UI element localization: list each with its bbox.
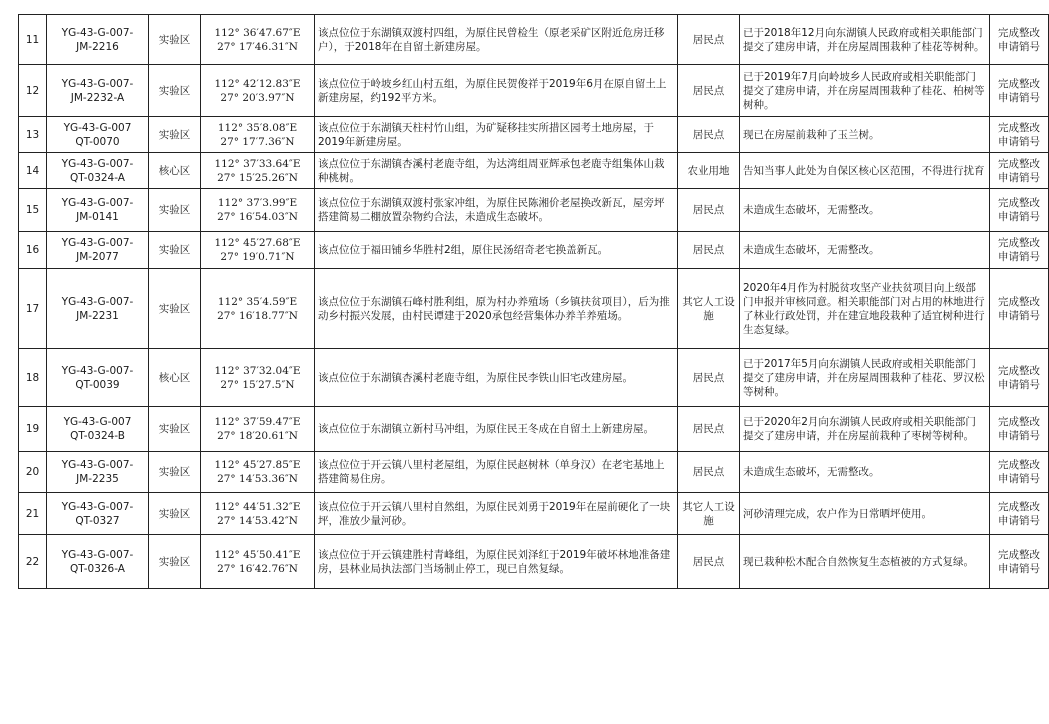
cell-status — [990, 407, 1049, 452]
cell-description — [315, 117, 678, 153]
cell-code-text: JM-0141 — [76, 211, 119, 223]
cell-measure-text: 未造成生态破坏，无需整改。 — [743, 244, 880, 256]
cell-status-text: 完成整改申请销号 — [998, 237, 1040, 263]
cell-type — [678, 232, 740, 269]
cell-measure — [740, 117, 990, 153]
cell-coordinates-text: 112° 45′27.68″E — [214, 237, 301, 249]
cell-code-text: QT-0326-A — [70, 562, 125, 575]
cell-measure — [740, 65, 990, 117]
cell-index-text: 13 — [25, 128, 40, 141]
cell-code-text: JM-2235 — [76, 473, 119, 485]
cell-type — [678, 65, 740, 117]
cell-measure — [740, 407, 990, 452]
cell-coordinates — [201, 117, 315, 153]
cell-measure — [740, 349, 990, 407]
cell-status-text: 完成整改申请销号 — [998, 77, 1040, 104]
cell-type-text: 居民点 — [692, 423, 725, 435]
cell-zone — [149, 117, 201, 153]
cell-index — [19, 189, 47, 232]
cell-description-text: 该点位位于开云镇建胜村青峰组，为原住民刘泽红于2019年破坏林地准备建房，县林业局执法部门当场制止停工，现已自然复绿。 — [318, 548, 671, 575]
cell-description-text: 该点位位于东湖镇双渡村张家冲组，为原住民陈湘价老屋换改新瓦，屋旁坪搭建简易二棚放置杂物约合法，未造成生态破坏。 — [318, 197, 665, 223]
table-row — [19, 407, 1049, 452]
cell-status-text: 完成整改申请销号 — [998, 459, 1040, 485]
cell-index-text: 16 — [25, 244, 40, 256]
cell-zone-text: 实验区 — [158, 84, 191, 97]
cell-code — [47, 407, 149, 452]
cell-measure — [740, 153, 990, 189]
cell-measure — [740, 15, 990, 65]
cell-type-text: 居民点 — [692, 371, 725, 384]
cell-type-text: 居民点 — [692, 33, 725, 46]
cell-coordinates-text: 27° 16′54.03″N — [217, 211, 298, 223]
cell-status — [990, 65, 1049, 117]
cell-type — [678, 349, 740, 407]
cell-coordinates-text: 27° 20′3.97″N — [220, 91, 295, 104]
cell-type-text: 农业用地 — [687, 164, 730, 177]
cell-status — [990, 535, 1049, 589]
cell-description — [315, 493, 678, 535]
cell-coordinates — [201, 452, 315, 493]
cell-coordinates-text: 112° 44′51.32″E — [214, 500, 301, 513]
cell-measure-text: 已于2017年5月向东湖镇人民政府或相关职能部门提交了建房申请，并在房屋周围栽种了桂花、罗汉松等树种。 — [743, 357, 985, 398]
cell-type-text: 居民点 — [692, 204, 725, 216]
cell-zone — [149, 452, 201, 493]
cell-code-text: JM-2216 — [76, 40, 119, 53]
cell-measure-text: 2020年4月作为村脱贫攻坚产业扶贫项目向上级部门申报并审核同意。相关职能部门对占用的林地进行了林业行政处罚，并在建宣地段栽种了适宜树种进行生态复绿。 — [743, 281, 985, 336]
cell-status — [990, 15, 1049, 65]
table-row — [19, 269, 1049, 349]
cell-description — [315, 269, 678, 349]
cell-description-text: 该点位位于福田铺乡华胜村2组，原住民汤绍奇老宅换盖新瓦。 — [318, 244, 609, 256]
cell-code-text: JM-2231 — [76, 309, 119, 322]
cell-code-text: YG-43-G-007- — [61, 500, 134, 513]
cell-type — [678, 452, 740, 493]
cell-coordinates-text: 27° 14′53.42″N — [217, 514, 298, 527]
cell-index-text: 12 — [25, 84, 40, 97]
cell-coordinates-text: 112° 45′50.41″E — [214, 548, 301, 561]
cell-code-text: QT-0039 — [75, 378, 120, 391]
cell-coordinates — [201, 15, 315, 65]
cell-type — [678, 117, 740, 153]
rectification-table — [18, 14, 1049, 589]
cell-status-text: 完成整改申请销号 — [998, 295, 1040, 322]
cell-description-text: 该点位位于东湖镇双渡村四组，为原住民曾检生（原老采矿区附近危房迁移户），于2018年在自留土新建房屋。 — [318, 26, 665, 53]
cell-index-text: 22 — [25, 555, 40, 568]
cell-coordinates-text: 112° 42′12.83″E — [214, 77, 301, 90]
cell-measure-text: 已于2019年7月向岭坡乡人民政府或相关职能部门提交了建房申请，并在房屋周围栽种了桂花、柏树等树种。 — [743, 70, 985, 111]
cell-code — [47, 349, 149, 407]
table-row — [19, 232, 1049, 269]
cell-code-text: QT-0324-A — [70, 171, 125, 184]
cell-type-text: 居民点 — [692, 466, 725, 478]
cell-coordinates — [201, 269, 315, 349]
cell-coordinates — [201, 407, 315, 452]
cell-status-text: 完成整改申请销号 — [998, 548, 1040, 575]
cell-coordinates-text: 27° 14′53.36″N — [217, 473, 298, 485]
cell-description — [315, 349, 678, 407]
cell-code-text: YG-43-G-007- — [61, 459, 134, 471]
cell-code-text: QT-0327 — [75, 514, 120, 527]
cell-measure-text: 未造成生态破坏，无需整改。 — [743, 466, 880, 478]
cell-coordinates-text: 112° 35′8.08″E — [217, 121, 298, 134]
cell-zone-text: 实验区 — [158, 244, 191, 256]
cell-zone — [149, 153, 201, 189]
cell-coordinates-text: 27° 16′42.76″N — [217, 562, 298, 575]
cell-code-text: QT-0324-B — [70, 430, 125, 442]
cell-coordinates-text: 112° 37′32.04″E — [214, 364, 301, 377]
cell-coordinates-text: 112° 36′47.67″E — [214, 26, 301, 39]
cell-description — [315, 407, 678, 452]
cell-code — [47, 535, 149, 589]
cell-type — [678, 189, 740, 232]
cell-code-text: YG-43-G-007- — [61, 197, 134, 209]
cell-code — [47, 189, 149, 232]
cell-zone-text: 实验区 — [158, 466, 191, 478]
cell-code-text: QT-0070 — [75, 135, 120, 148]
cell-code — [47, 117, 149, 153]
cell-code — [47, 65, 149, 117]
table-row — [19, 493, 1049, 535]
cell-index — [19, 15, 47, 65]
cell-coordinates-text: 112° 45′27.85″E — [214, 459, 301, 471]
cell-index-text: 21 — [25, 507, 40, 520]
cell-description — [315, 65, 678, 117]
cell-index — [19, 349, 47, 407]
cell-description — [315, 452, 678, 493]
cell-code-text: YG-43-G-007- — [61, 548, 134, 561]
cell-coordinates-text: 27° 17′46.31″N — [217, 40, 298, 53]
cell-coordinates-text: 112° 37′33.64″E — [214, 157, 301, 170]
table-row — [19, 117, 1049, 153]
cell-code-text: JM-2232-A — [70, 91, 125, 104]
cell-measure-text: 现已栽种松木配合自然恢复生态植被的方式复绿。 — [743, 555, 974, 568]
cell-status — [990, 493, 1049, 535]
cell-zone-text: 核心区 — [158, 371, 191, 384]
cell-index — [19, 232, 47, 269]
cell-description — [315, 15, 678, 65]
cell-coordinates — [201, 189, 315, 232]
cell-index — [19, 153, 47, 189]
cell-zone-text: 实验区 — [158, 555, 191, 568]
cell-description-text: 该点位位于开云镇八里村自然组，为原住民刘勇于2019年在屋前硬化了一块坪，准放少量河砂。 — [318, 500, 671, 527]
cell-description-text: 该点位位于开云镇八里村老屋组，为原住民赵树林（单身汉）在老宅基地上搭建简易住房。 — [318, 459, 665, 485]
cell-zone — [149, 15, 201, 65]
cell-measure-text: 已于2018年12月向东湖镇人民政府或相关职能部门提交了建房申请，并在房屋周围栽种了桂花等树种。 — [743, 26, 985, 53]
cell-status-text: 完成整改申请销号 — [998, 197, 1040, 223]
cell-type — [678, 493, 740, 535]
cell-index-text: 20 — [25, 466, 40, 478]
cell-coordinates — [201, 232, 315, 269]
cell-type-text: 其它人工设施 — [682, 295, 735, 322]
cell-code — [47, 153, 149, 189]
table-row — [19, 153, 1049, 189]
cell-zone-text: 实验区 — [158, 33, 191, 46]
cell-description — [315, 232, 678, 269]
cell-status-text: 完成整改申请销号 — [998, 26, 1040, 53]
cell-measure — [740, 535, 990, 589]
cell-measure-text: 现已在房屋前栽种了玉兰树。 — [743, 128, 880, 141]
cell-index — [19, 407, 47, 452]
cell-index-text: 14 — [25, 164, 40, 177]
cell-status — [990, 349, 1049, 407]
cell-description-text: 该点位位于东湖镇立新村马冲组，为原住民王冬成在自留土上新建房屋。 — [318, 423, 654, 435]
table-row — [19, 65, 1049, 117]
cell-code-text: JM-2077 — [76, 251, 119, 263]
cell-type — [678, 15, 740, 65]
cell-index — [19, 117, 47, 153]
cell-measure-text: 已于2020年2月向东湖镇人民政府或相关职能部门提交了建房申请，并在房屋前栽种了枣树等树种。 — [743, 416, 976, 442]
cell-index-text: 17 — [25, 302, 40, 315]
cell-index-text: 18 — [25, 371, 40, 384]
cell-type-text: 居民点 — [692, 128, 725, 141]
cell-description — [315, 153, 678, 189]
cell-zone-text: 核心区 — [158, 164, 191, 177]
table-row — [19, 349, 1049, 407]
cell-status — [990, 269, 1049, 349]
cell-description — [315, 189, 678, 232]
cell-coordinates-text: 27° 17′7.36″N — [220, 135, 295, 148]
cell-status — [990, 153, 1049, 189]
cell-code-text: YG-43-G-007 — [63, 121, 132, 134]
cell-description-text: 该点位位于岭坡乡红山村五组，为原住民贺俊祥于2019年6月在原自留土上新建房屋，约192平方米。 — [318, 77, 667, 104]
cell-code-text: YG-43-G-007- — [61, 157, 134, 170]
cell-index — [19, 269, 47, 349]
cell-code — [47, 452, 149, 493]
cell-type — [678, 535, 740, 589]
cell-measure — [740, 232, 990, 269]
cell-coordinates-text: 27° 16′18.77″N — [217, 309, 298, 322]
cell-status-text: 完成整改申请销号 — [998, 364, 1040, 391]
cell-zone — [149, 349, 201, 407]
cell-status-text: 完成整改申请销号 — [998, 121, 1040, 148]
cell-zone — [149, 232, 201, 269]
cell-zone-text: 实验区 — [158, 423, 191, 435]
cell-zone — [149, 189, 201, 232]
cell-coordinates-text: 112° 37′3.99″E — [217, 197, 298, 209]
cell-zone — [149, 269, 201, 349]
table-row — [19, 535, 1049, 589]
cell-zone-text: 实验区 — [158, 302, 191, 315]
cell-code-text: YG-43-G-007- — [61, 295, 134, 308]
cell-status-text: 完成整改申请销号 — [998, 500, 1040, 527]
cell-measure — [740, 493, 990, 535]
cell-code-text: YG-43-G-007- — [61, 364, 134, 377]
cell-status-text: 完成整改申请销号 — [998, 416, 1040, 442]
cell-status — [990, 189, 1049, 232]
cell-code — [47, 493, 149, 535]
table-body — [19, 15, 1049, 589]
cell-coordinates-text: 27° 19′0.71″N — [220, 251, 295, 263]
table-row — [19, 452, 1049, 493]
cell-type-text: 其它人工设施 — [682, 500, 735, 527]
cell-coordinates-text: 27° 15′25.26″N — [217, 171, 298, 184]
cell-index-text: 15 — [25, 204, 40, 216]
cell-status — [990, 452, 1049, 493]
cell-zone — [149, 65, 201, 117]
cell-description-text: 该点位位于东湖镇杏溪村老鹿寺组，为原住民李铁山旧宅改建房屋。 — [318, 371, 633, 384]
table-row — [19, 15, 1049, 65]
table-row — [19, 189, 1049, 232]
cell-measure — [740, 452, 990, 493]
cell-measure — [740, 189, 990, 232]
cell-zone-text: 实验区 — [158, 507, 191, 520]
cell-measure — [740, 269, 990, 349]
cell-type-text: 居民点 — [692, 244, 725, 256]
cell-index — [19, 493, 47, 535]
cell-measure-text: 未造成生态破坏，无需整改。 — [743, 204, 880, 216]
cell-type — [678, 407, 740, 452]
cell-code — [47, 15, 149, 65]
cell-zone — [149, 493, 201, 535]
cell-description-text: 该点位位于东湖镇石峰村胜利组，原为村办养殖场（乡镇扶贫项目），后为推动乡村振兴发展，由村民谭建于2020承包经营集体办养羊养殖场。 — [318, 295, 670, 322]
cell-coordinates — [201, 153, 315, 189]
cell-measure-text: 河砂清理完成，农户作为日常晒坪使用。 — [743, 507, 932, 520]
cell-type-text: 居民点 — [692, 555, 725, 568]
cell-description — [315, 535, 678, 589]
cell-index — [19, 65, 47, 117]
cell-status — [990, 117, 1049, 153]
cell-code-text: YG-43-G-007- — [61, 77, 134, 90]
cell-coordinates-text: 112° 35′4.59″E — [217, 295, 298, 308]
cell-code-text: YG-43-G-007 — [63, 416, 132, 428]
cell-type — [678, 153, 740, 189]
cell-index — [19, 452, 47, 493]
cell-coordinates — [201, 65, 315, 117]
cell-index — [19, 535, 47, 589]
cell-coordinates — [201, 349, 315, 407]
cell-type — [678, 269, 740, 349]
cell-coordinates-text: 112° 37′59.47″E — [214, 416, 301, 428]
cell-status — [990, 232, 1049, 269]
cell-coordinates-text: 27° 18′20.61″N — [217, 430, 298, 442]
cell-coordinates-text: 27° 15′27.5″N — [220, 378, 295, 391]
cell-zone-text: 实验区 — [158, 204, 191, 216]
cell-description-text: 该点位位于东湖镇杏溪村老鹿寺组，为达湾组周亚辉承包老鹿寺组集体山栽种桃树。 — [318, 157, 665, 184]
cell-measure-text: 告知当事人此处为自保区核心区范围，不得进行扰育 — [743, 164, 985, 177]
cell-description-text: 该点位位于东湖镇天柱村竹山组，为矿疑移挂实所措区园考土地房屋，于2019年新建房屋。 — [318, 121, 654, 148]
cell-zone-text: 实验区 — [158, 128, 191, 141]
cell-code-text: YG-43-G-007- — [61, 26, 134, 39]
cell-zone — [149, 407, 201, 452]
cell-coordinates — [201, 493, 315, 535]
cell-coordinates — [201, 535, 315, 589]
cell-index-text: 19 — [25, 423, 40, 435]
cell-code-text: YG-43-G-007- — [61, 237, 134, 249]
cell-code — [47, 232, 149, 269]
cell-type-text: 居民点 — [692, 84, 725, 97]
cell-code — [47, 269, 149, 349]
cell-status-text: 完成整改申请销号 — [998, 157, 1040, 184]
cell-index-text: 11 — [25, 33, 40, 46]
cell-zone — [149, 535, 201, 589]
